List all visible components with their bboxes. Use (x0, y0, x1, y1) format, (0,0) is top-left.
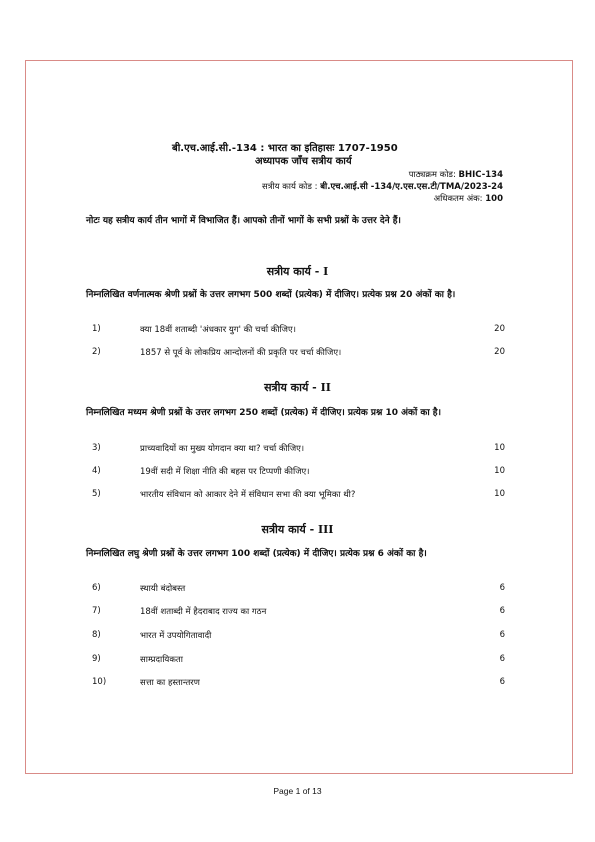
question-marks: 10 (494, 489, 505, 499)
question-marks: 20 (494, 324, 505, 334)
section-heading: सत्रीय कार्य - I (266, 265, 329, 278)
question-marks: 6 (499, 654, 505, 664)
question-marks: 6 (499, 677, 505, 687)
course-code-label: पाठ्यक्रम कोड: (408, 170, 456, 180)
section-heading: सत्रीय कार्य - III (261, 523, 334, 536)
max-marks (434, 193, 503, 204)
question-number: 2) (92, 347, 101, 357)
question-number: 6) (92, 583, 101, 593)
assignment-code-label: सत्रीय कार्य कोड : (262, 182, 318, 192)
section-instruction: निम्नलिखित लघु श्रेणी प्रश्नों के उत्तर लगभग 100 शब्दों (प्रत्येक) में दीजिए। प्रत्येक प्रश्न 6 अंकों का है। (86, 549, 427, 559)
assignment-code-value: बी.एच.आई.सी -134/ए.एस.एस.टी/TMA/2023-24 (320, 182, 503, 192)
max-marks-label: अधिकतम अंक: (433, 194, 483, 204)
document-subtitle: अध्यापक जाँच सत्रीय कार्य (255, 156, 352, 167)
question-text: स्थायी बंदोबस्त (140, 584, 186, 594)
course-code-value: BHIC-134 (458, 170, 503, 180)
max-marks-value: 100 (485, 194, 503, 204)
page-number: Page 1 of 13 (273, 786, 322, 796)
question-marks: 6 (499, 583, 505, 593)
section-instruction: निम्नलिखित वर्णनात्मक श्रेणी प्रश्नों के उत्तर लगभग 500 शब्दों (प्रत्येक) में दीजिए। प्रत्येक प्रश्न 20 अंकों का है। (86, 290, 456, 300)
question-text: 1857 से पूर्व के लोकप्रिय आन्दोलनों की प्रकृति पर चर्चा कीजिए। (140, 348, 342, 358)
question-marks: 20 (494, 347, 505, 357)
question-number: 8) (92, 630, 101, 640)
question-text: 19वीं सदी में शिक्षा नीति की बहस पर टिप्पणी कीजिए। (140, 467, 310, 477)
question-text: सत्ता का हस्तान्तरण (140, 678, 200, 688)
question-number: 7) (92, 606, 101, 616)
question-marks: 6 (499, 606, 505, 616)
assignment-code (262, 181, 503, 192)
question-number: 4) (92, 466, 101, 476)
document-title: बी.एच.आई.सी.-134 : भारत का इतिहासः 1707-1950 (172, 143, 398, 154)
question-text: भारत में उपयोगितावादी (140, 631, 212, 641)
question-text: भारतीय संविधान को आकार देने में संविधान सभा की क्या भूमिका थी? (140, 490, 356, 500)
question-number: 9) (92, 654, 101, 664)
question-number: 10) (92, 677, 107, 687)
question-marks: 10 (494, 466, 505, 476)
question-text: साम्प्रदायिकता (140, 655, 183, 665)
instruction-note: नोटः यह सत्रीय कार्य तीन भागों में विभाजित हैं। आपको तीनों भागों के सभी प्रश्नों के उत्तर देने हैं। (86, 216, 401, 226)
question-text: 18वीं शताब्दी में हैदराबाद राज्य का गठन (140, 607, 267, 617)
question-number: 3) (92, 443, 101, 453)
section-instruction: निम्नलिखित मध्यम श्रेणी प्रश्नों के उत्तर लगभग 250 शब्दों (प्रत्येक) में दीजिए। प्रत्येक प्रश्न 10 अंकों का है। (86, 408, 441, 418)
course-code (409, 169, 503, 180)
question-marks: 6 (499, 630, 505, 640)
section-heading: सत्रीय कार्य - II (264, 381, 331, 394)
question-marks: 10 (494, 443, 505, 453)
question-text: प्राच्यवादियों का मुख्य योगदान क्या था? चर्चा कीजिए। (140, 444, 305, 454)
question-text: क्या 18वीं शताब्दी 'अंधकार युग' की चर्चा कीजिए। (140, 325, 296, 335)
question-number: 1) (92, 324, 101, 334)
question-number: 5) (92, 489, 101, 499)
